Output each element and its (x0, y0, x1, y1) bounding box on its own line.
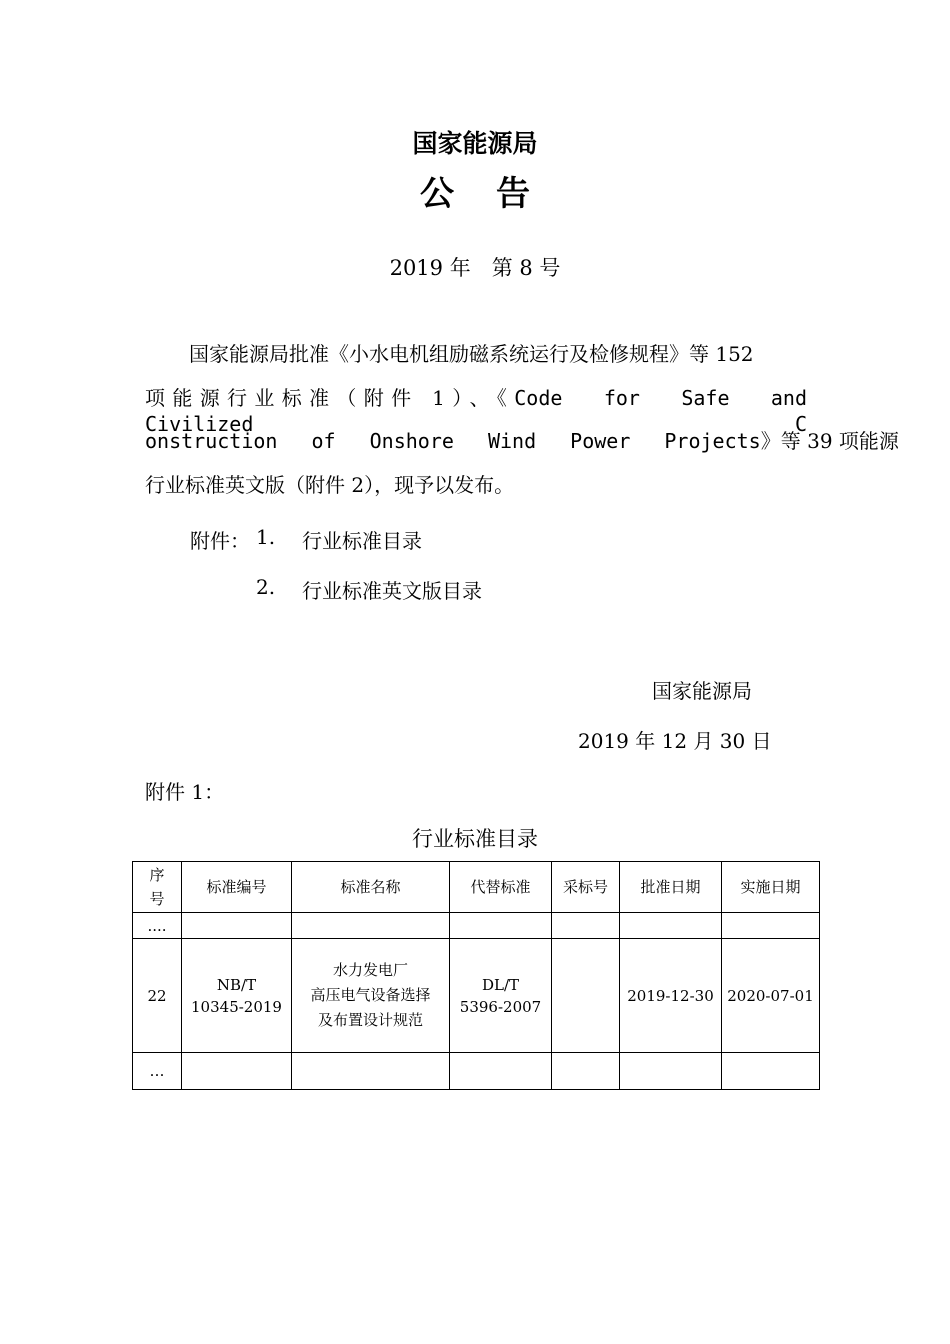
table-cell: DL/T 5396-2007 (450, 939, 552, 1053)
table-cell: 2019-12-30 (620, 939, 722, 1053)
body-text-english: Code for Safe and Civilized C (145, 386, 807, 436)
column-header: 批准日期 (620, 862, 722, 913)
table-cell (722, 913, 820, 939)
body-paragraph-line-1 (145, 341, 807, 367)
standards-table (132, 861, 820, 1090)
signature-org: 国家能源局 (652, 679, 752, 703)
table-cell (182, 913, 292, 939)
body-text: 国家能源局批准《小水电机组励磁系统运行及检修规程》等 152 (189, 342, 754, 366)
body-text: 》等 39 项能源 (760, 429, 899, 453)
table-row (133, 939, 820, 1053)
attachment-item: 行业标准英文版目录 (302, 579, 482, 603)
table-row (133, 1053, 820, 1090)
appendix-label: 附件 1： (145, 780, 225, 804)
table-cell: … (133, 1053, 182, 1090)
table-cell (292, 913, 450, 939)
attachments-label: 附件： (190, 529, 250, 553)
body-text-english: onstruction of Onshore Wind Power Projects (145, 429, 761, 453)
table-cell: 水力发电厂 高压电气设备选择 及布置设计规范 (292, 939, 450, 1053)
table-cell (292, 1053, 450, 1090)
table-cell (620, 1053, 722, 1090)
table-cell: .... (133, 913, 182, 939)
table-cell (182, 1053, 292, 1090)
table-cell (552, 1053, 620, 1090)
notice-title: 公告 (420, 174, 572, 214)
table-cell (552, 939, 620, 1053)
table-cell (450, 1053, 552, 1090)
org-title: 国家能源局 (412, 129, 538, 158)
table-title: 行业标准目录 (412, 827, 538, 851)
table-cell (722, 1053, 820, 1090)
signature-date: 2019 年 12 月 30 日 (578, 729, 772, 753)
body-paragraph-line-4: 行业标准英文版（附件 2），现予以发布。 (145, 473, 515, 497)
table-cell: 22 (133, 939, 182, 1053)
column-header: 采标号 (552, 862, 620, 913)
attachment-number: 1. (256, 525, 276, 549)
table-cell (620, 913, 722, 939)
attachment-number: 2. (256, 575, 276, 599)
body-text: 项能源行业标准（附件 1）、《 (145, 386, 515, 410)
column-header: 代替标准 (450, 862, 552, 913)
doc-number: 2019 年 第 8 号 (389, 256, 561, 280)
column-header: 序 号 (133, 862, 182, 913)
table-header-row (133, 862, 820, 913)
table-row (133, 913, 820, 939)
table-cell: NB/T 10345-2019 (182, 939, 292, 1053)
column-header: 标准名称 (292, 862, 450, 913)
table-cell: 2020-07-01 (722, 939, 820, 1053)
table-cell (552, 913, 620, 939)
table-cell (450, 913, 552, 939)
column-header: 实施日期 (722, 862, 820, 913)
attachment-item: 行业标准目录 (302, 529, 422, 553)
column-header: 标准编号 (182, 862, 292, 913)
body-paragraph-line-3 (145, 428, 899, 454)
